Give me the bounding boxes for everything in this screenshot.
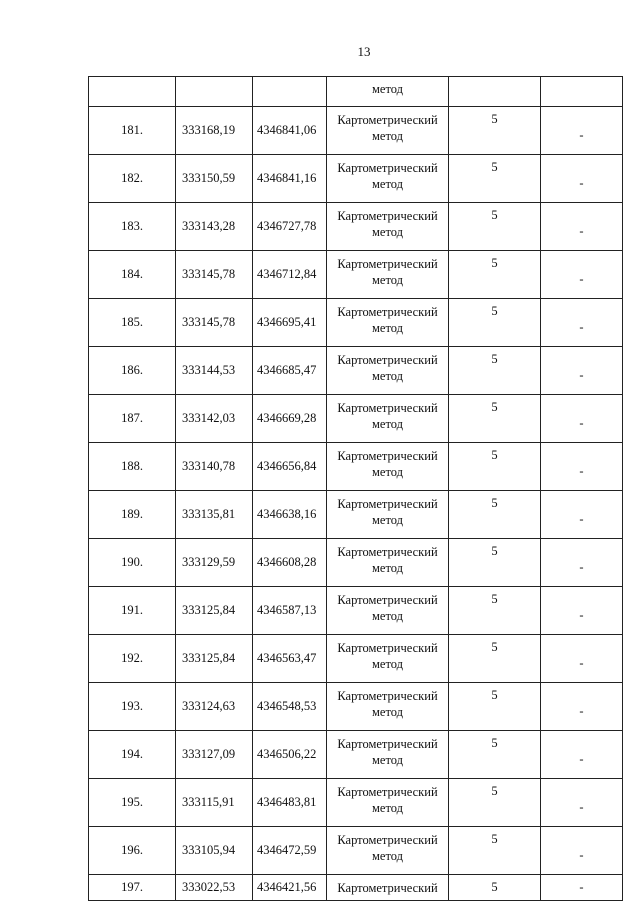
accuracy-cell: 5 (449, 779, 541, 827)
method-line-2: метод (371, 801, 403, 815)
point-number-cell: 185. (89, 299, 176, 347)
description-cell (541, 347, 623, 395)
point-number-cell: 196. (89, 827, 176, 875)
method-cell (327, 395, 449, 443)
accuracy-cell: 5 (449, 827, 541, 875)
x-coordinate-cell: 333105,94 (176, 827, 253, 875)
description-value: - (579, 608, 584, 622)
method-cell (327, 635, 449, 683)
table-row (89, 635, 623, 683)
description-cell: - (541, 875, 623, 901)
description-value: - (579, 272, 584, 286)
table-row (89, 827, 623, 875)
table-row (89, 299, 623, 347)
method-line-2: метод (371, 561, 403, 575)
page-number: 13 (357, 44, 371, 59)
y-coordinate-cell: 4346638,16 (253, 491, 327, 539)
x-coordinate-cell: 333142,03 (176, 395, 253, 443)
method-cell (327, 827, 449, 875)
method-cell (327, 155, 449, 203)
method-line-2: метод (371, 417, 403, 431)
x-coordinate-cell: 333125,84 (176, 635, 253, 683)
x-coordinate-cell: 333127,09 (176, 731, 253, 779)
table-row (89, 251, 623, 299)
method-line-2: метод (371, 513, 403, 527)
method-line-1: Картометрический (337, 305, 438, 319)
description-value: - (579, 560, 584, 574)
method-cell (327, 779, 449, 827)
accuracy-cell: 5 (449, 875, 541, 901)
method-cell: Картометрический (327, 875, 449, 901)
method-cell (327, 299, 449, 347)
point-number-cell: 188. (89, 443, 176, 491)
description-cell (541, 731, 623, 779)
x-coordinate-cell: 333168,19 (176, 107, 253, 155)
method-cell (327, 587, 449, 635)
description-cell (541, 635, 623, 683)
accuracy-cell: 5 (449, 539, 541, 587)
description-value: - (579, 320, 584, 334)
x-coordinate-cell: 333115,91 (176, 779, 253, 827)
table-row-continuation (89, 77, 623, 107)
point-number-cell: 192. (89, 635, 176, 683)
method-line-2: метод (371, 369, 403, 383)
table-body (89, 77, 623, 901)
table-row (89, 347, 623, 395)
point-number-cell: 186. (89, 347, 176, 395)
description-cell (541, 107, 623, 155)
point-number-cell: 184. (89, 251, 176, 299)
method-line-2: метод (371, 657, 403, 671)
method-line-2: метод (371, 609, 403, 623)
method-line-1: Картометрический (337, 593, 438, 607)
table-row (89, 107, 623, 155)
x-coordinate-cell: 333150,59 (176, 155, 253, 203)
cell-empty (89, 77, 176, 107)
description-value: - (579, 176, 584, 190)
y-coordinate-cell: 4346685,47 (253, 347, 327, 395)
method-line-1: Картометрический (337, 497, 438, 511)
description-cell (541, 539, 623, 587)
x-coordinate-cell: 333124,63 (176, 683, 253, 731)
method-line-1: Картометрический (337, 689, 438, 703)
y-coordinate-cell: 4346587,13 (253, 587, 327, 635)
y-coordinate-cell: 4346841,06 (253, 107, 327, 155)
point-number-cell: 182. (89, 155, 176, 203)
point-number-cell: 181. (89, 107, 176, 155)
method-cell: метод (327, 77, 449, 107)
x-coordinate-cell: 333135,81 (176, 491, 253, 539)
method-line-2: метод (371, 129, 403, 143)
table-row (89, 731, 623, 779)
method-line-2: метод (371, 321, 403, 335)
x-coordinate-cell: 333125,84 (176, 587, 253, 635)
x-coordinate-cell: 333022,53 (176, 875, 253, 901)
accuracy-cell: 5 (449, 203, 541, 251)
table-row (89, 395, 623, 443)
method-cell (327, 107, 449, 155)
description-cell (541, 395, 623, 443)
method-line-2: метод (371, 225, 403, 239)
method-line-1: Картометрический (337, 449, 438, 463)
y-coordinate-cell: 4346548,53 (253, 683, 327, 731)
point-number-cell: 191. (89, 587, 176, 635)
x-coordinate-cell: 333145,78 (176, 251, 253, 299)
method-line-1: Картометрический (337, 833, 438, 847)
y-coordinate-cell: 4346421,56 (253, 875, 327, 901)
table-row (89, 155, 623, 203)
description-value: - (579, 128, 584, 142)
description-cell (541, 155, 623, 203)
description-cell (541, 491, 623, 539)
description-value: - (579, 752, 584, 766)
accuracy-cell: 5 (449, 395, 541, 443)
description-cell (541, 779, 623, 827)
y-coordinate-cell: 4346727,78 (253, 203, 327, 251)
description-value: - (579, 704, 584, 718)
y-coordinate-cell: 4346841,16 (253, 155, 327, 203)
y-coordinate-cell: 4346483,81 (253, 779, 327, 827)
method-line-1: Картометрический (337, 161, 438, 175)
y-coordinate-cell: 4346506,22 (253, 731, 327, 779)
x-coordinate-cell: 333143,28 (176, 203, 253, 251)
description-cell (541, 203, 623, 251)
method-cell (327, 683, 449, 731)
method-cell (327, 731, 449, 779)
point-number-cell: 183. (89, 203, 176, 251)
description-value: - (579, 848, 584, 862)
accuracy-cell: 5 (449, 107, 541, 155)
y-coordinate-cell: 4346712,84 (253, 251, 327, 299)
cell-empty (449, 77, 541, 107)
point-number-cell: 189. (89, 491, 176, 539)
method-line-1: Картометрический (337, 353, 438, 367)
x-coordinate-cell: 333129,59 (176, 539, 253, 587)
description-cell (541, 251, 623, 299)
description-value: - (579, 512, 584, 526)
description-cell (541, 299, 623, 347)
y-coordinate-cell: 4346472,59 (253, 827, 327, 875)
description-cell (541, 827, 623, 875)
method-line-2: метод (371, 177, 403, 191)
method-line-1: Картометрический (337, 257, 438, 271)
x-coordinate-cell: 333140,78 (176, 443, 253, 491)
method-cell (327, 251, 449, 299)
x-coordinate-cell: 333144,53 (176, 347, 253, 395)
point-number-cell: 197. (89, 875, 176, 901)
table-row (89, 875, 623, 901)
cell-empty (176, 77, 253, 107)
method-line-2: метод (371, 753, 403, 767)
accuracy-cell: 5 (449, 683, 541, 731)
method-cell (327, 203, 449, 251)
method-line-1: Картометрический (337, 785, 438, 799)
description-cell (541, 587, 623, 635)
method-line-2: метод (371, 705, 403, 719)
x-coordinate-cell: 333145,78 (176, 299, 253, 347)
accuracy-cell: 5 (449, 251, 541, 299)
accuracy-cell: 5 (449, 491, 541, 539)
point-number-cell: 187. (89, 395, 176, 443)
point-number-cell: 194. (89, 731, 176, 779)
description-value: - (579, 368, 584, 382)
accuracy-cell: 5 (449, 731, 541, 779)
table-row (89, 683, 623, 731)
method-line-2: метод (371, 849, 403, 863)
description-cell (541, 683, 623, 731)
y-coordinate-cell: 4346656,84 (253, 443, 327, 491)
table-row (89, 203, 623, 251)
method-line-1: Картометрический (337, 737, 438, 751)
table-row (89, 587, 623, 635)
accuracy-cell: 5 (449, 155, 541, 203)
description-value: - (579, 224, 584, 238)
point-number-cell: 193. (89, 683, 176, 731)
accuracy-cell: 5 (449, 587, 541, 635)
y-coordinate-cell: 4346669,28 (253, 395, 327, 443)
table-row (89, 779, 623, 827)
description-cell (541, 443, 623, 491)
y-coordinate-cell: 4346695,41 (253, 299, 327, 347)
method-line-1: Картометрический (337, 401, 438, 415)
description-value: - (579, 464, 584, 478)
cell-empty (541, 77, 623, 107)
method-line-1: Картометрический (337, 113, 438, 127)
point-number-cell: 190. (89, 539, 176, 587)
table-row (89, 443, 623, 491)
method-line-2: метод (371, 273, 403, 287)
y-coordinate-cell: 4346608,28 (253, 539, 327, 587)
y-coordinate-cell: 4346563,47 (253, 635, 327, 683)
description-value: - (579, 416, 584, 430)
coordinates-table (88, 76, 623, 901)
accuracy-cell: 5 (449, 443, 541, 491)
method-line-2: метод (371, 465, 403, 479)
method-cell (327, 491, 449, 539)
cell-empty (253, 77, 327, 107)
description-value: - (579, 656, 584, 670)
method-line-1: Картометрический (337, 209, 438, 223)
accuracy-cell: 5 (449, 299, 541, 347)
method-line-1: Картометрический (337, 545, 438, 559)
point-number-cell: 195. (89, 779, 176, 827)
method-cell (327, 539, 449, 587)
method-line-1: Картометрический (337, 641, 438, 655)
accuracy-cell: 5 (449, 347, 541, 395)
method-cell (327, 347, 449, 395)
table-row (89, 539, 623, 587)
table-row (89, 491, 623, 539)
method-cell (327, 443, 449, 491)
description-value: - (579, 800, 584, 814)
accuracy-cell: 5 (449, 635, 541, 683)
